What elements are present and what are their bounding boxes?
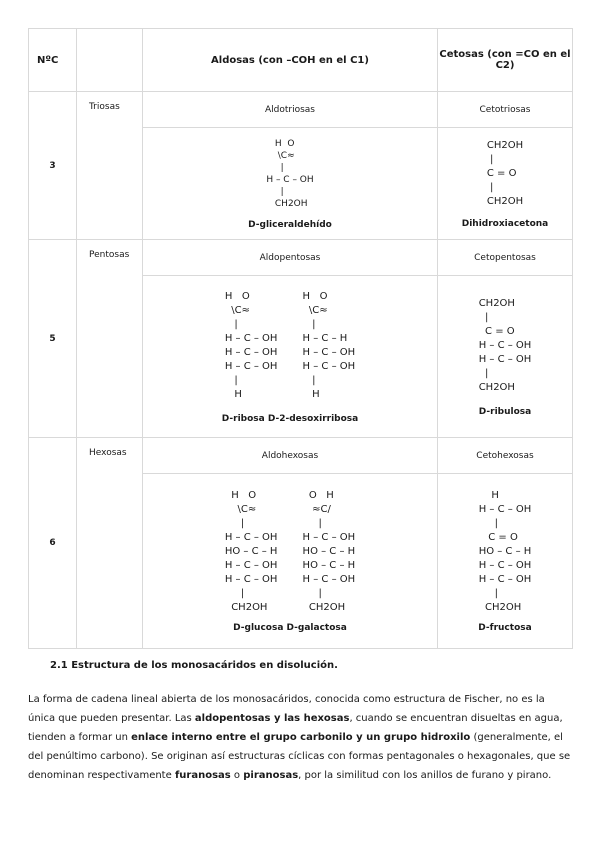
fructose-formula: H H – C – OH | C = O HO – C – H H – C – OH H – C – OH | CH2OH — [478, 490, 532, 613]
row-carbon-number: 6 — [29, 438, 77, 649]
structure-caption: D-ribulosa — [478, 406, 532, 417]
ketopentose-cell — [438, 276, 573, 438]
para-text: La forma de cadena lineal abierta de los monosacáridos, conocida como estructura de Fischer, no es la única que pueden presentar. Las — [28, 694, 545, 724]
header-carbon-number: NºC — [29, 29, 77, 92]
dihydroxyacetone-formula: CH2OH | C = O | CH2OH — [486, 139, 524, 207]
glucose-formula: H O \C≈ | H – C – OH HO – C – H H – C – OH H – C – OH | CH2OH — [224, 490, 278, 613]
ribulose-formula: CH2OH | C = O H – C – OH H – C – OH | CH2OH — [478, 297, 532, 393]
body-paragraph — [28, 690, 572, 785]
aldohexose-cell — [143, 474, 438, 649]
row-kind: Triosas — [77, 92, 143, 240]
header-cetosas: Cetosas (con =CO en el C2) — [438, 29, 573, 92]
glyceraldehyde-formula: H O \C≈ | H – C – OH | CH2OH — [266, 138, 314, 209]
para-bold: piranosas — [243, 770, 299, 781]
row-carbon-number: 5 — [29, 240, 77, 438]
para-bold: furanosas — [174, 770, 231, 781]
ceto-subheading: Cetohexosas — [438, 438, 573, 474]
structure-caption: Dihidroxiacetona — [461, 218, 549, 229]
para-text: , cuando se encuentran disueltas en agua, tienden a formar un — [28, 713, 563, 743]
para-text: (generalmente, el del penúltimo carbono). Se originan así estructuras cíclicas con formas pentagonales o hexagonales, que se denominan respectivamente — [28, 732, 571, 781]
galactose-formula: O H ≈C/ | H – C – OH HO – C – H HO – C – H H – C – OH | CH2OH — [302, 490, 356, 613]
ceto-subheading: Cetopentosas — [438, 240, 573, 276]
deoxyribose-formula: H O \C≈ | H – C – H H – C – OH H – C – OH | H — [302, 290, 356, 400]
aldo-subheading: Aldopentosas — [143, 240, 438, 276]
structure-caption: D-gliceraldehído — [248, 219, 332, 230]
monosaccharide-table — [28, 28, 573, 649]
para-bold: aldopentosas y las hexosas — [194, 713, 350, 724]
section-title: 2.1 Estructura de los monosacáridos en disolución. — [50, 660, 338, 671]
header-blank — [77, 29, 143, 92]
structure-caption: D-fructosa — [478, 623, 532, 633]
ribose-formula: H O \C≈ | H – C – OH H – C – OH H – C – OH | H — [224, 290, 278, 400]
structure-caption: D-ribosa D-2-desoxirribosa — [221, 413, 359, 424]
ceto-subheading: Cetotriosas — [438, 92, 573, 128]
structure-caption: D-glucosa D-galactosa — [233, 623, 347, 633]
aldotriose-cell — [143, 128, 438, 240]
ketohexose-cell — [438, 474, 573, 649]
row-kind: Pentosas — [77, 240, 143, 438]
row-carbon-number: 3 — [29, 92, 77, 240]
row-kind: Hexosas — [77, 438, 143, 649]
aldo-subheading: Aldohexosas — [143, 438, 438, 474]
ketotriose-cell — [438, 128, 573, 240]
header-aldosas: Aldosas (con –COH en el C1) — [143, 29, 438, 92]
para-text: , por la similitud con los anillos de furano y pirano. — [298, 770, 552, 781]
aldopentose-cell — [143, 276, 438, 438]
para-text: o — [230, 770, 244, 781]
para-bold: enlace interno entre el grupo carbonilo y un grupo hidroxilo — [131, 732, 471, 743]
aldo-subheading: Aldotriosas — [143, 92, 438, 128]
